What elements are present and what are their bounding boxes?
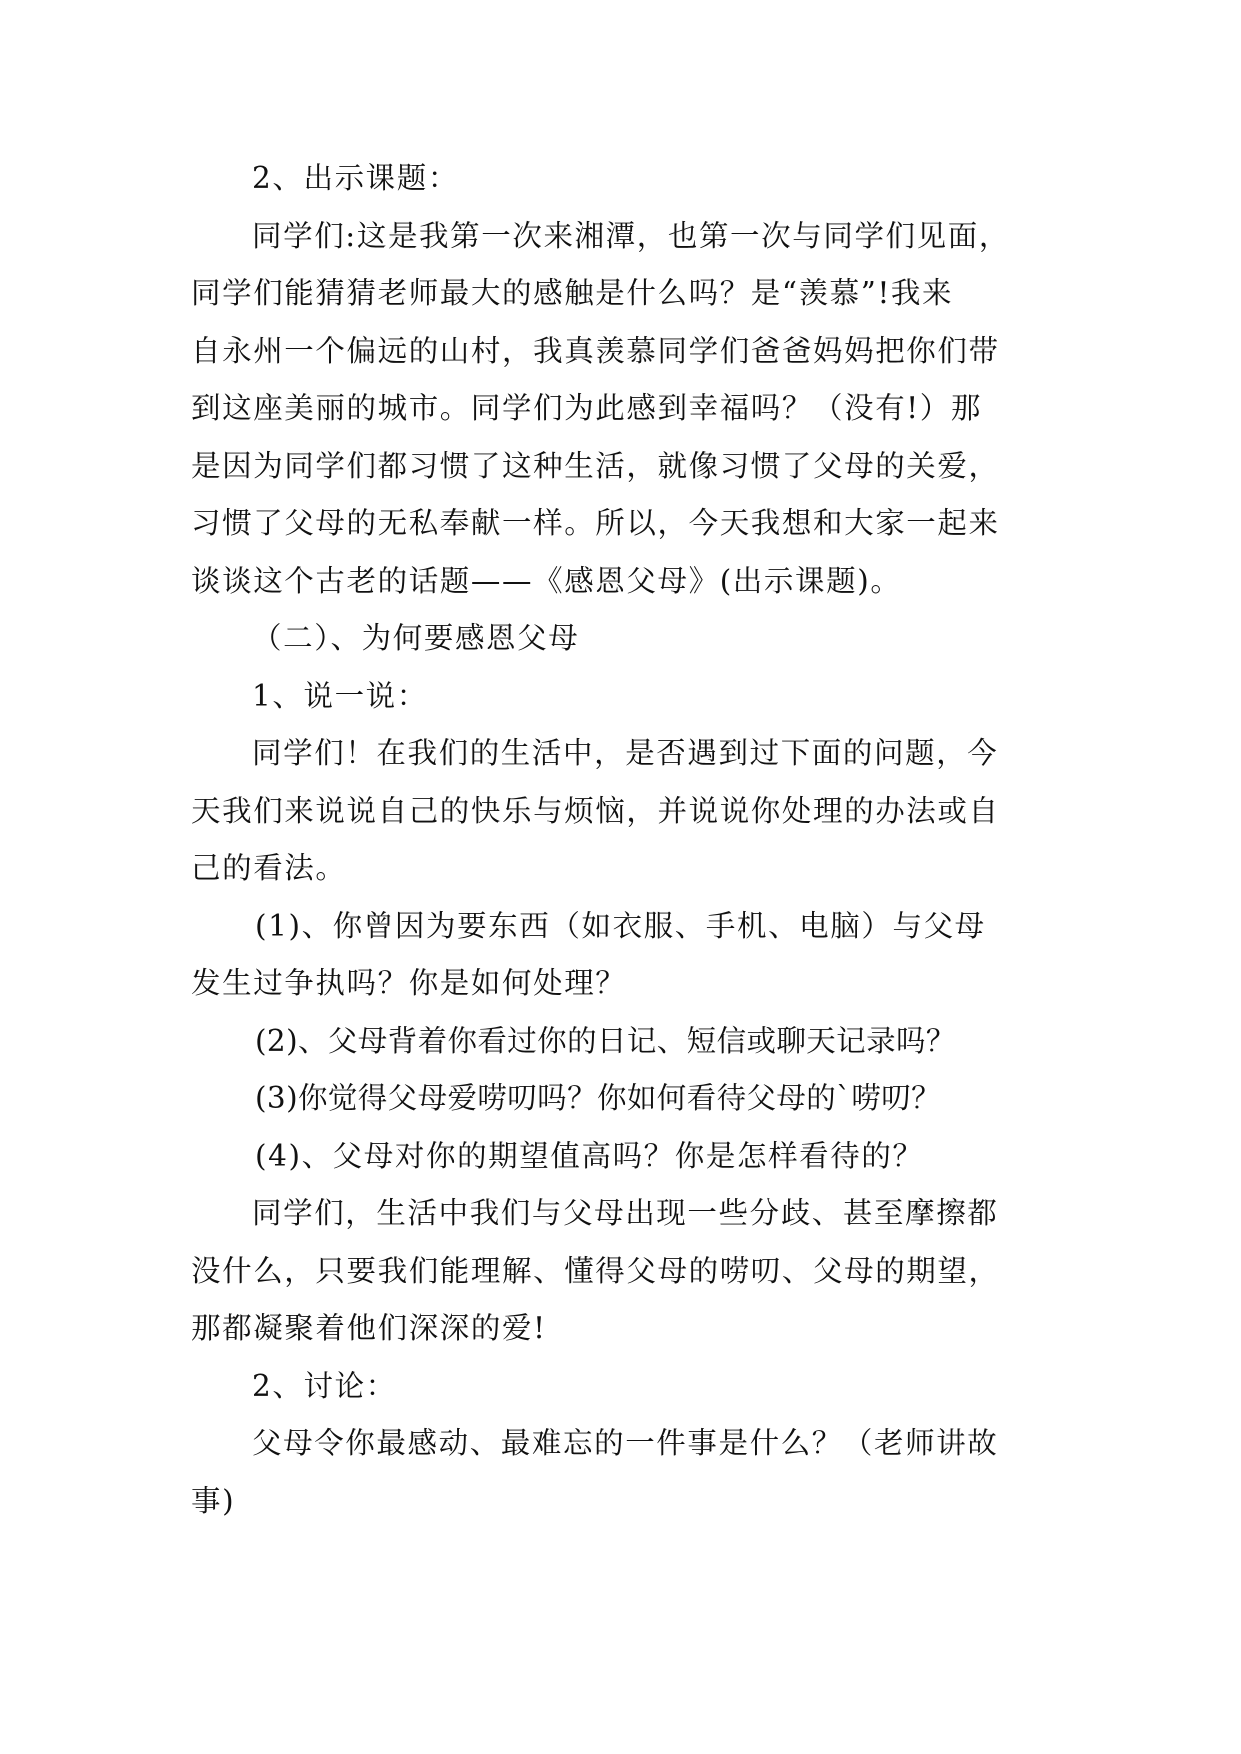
paragraph-line: 自永州一个偏远的山村，我真羡慕同学们爸爸妈妈把你们带 xyxy=(191,333,1000,368)
question-item-4: (4)、父母对你的期望值高吗？你是怎样看待的？ xyxy=(255,1138,924,1173)
paragraph-line: 同学们！在我们的生活中，是否遇到过下面的问题，今 xyxy=(252,736,999,770)
section-heading-show-topic: 2、出示课题： xyxy=(252,161,459,195)
question-item-1-continued: 发生过争执吗？你是如何处理？ xyxy=(191,966,627,1000)
subsection-heading-discuss: 2、讨论： xyxy=(252,1368,397,1403)
subsection-heading-say: 1、说一说： xyxy=(252,678,428,713)
paragraph-line: 习惯了父母的无私奉献一样。所以，今天我想和大家一起来 xyxy=(191,506,1000,540)
paragraph-line: 没什么，只要我们能理解、懂得父母的唠叨、父母的期望， xyxy=(191,1253,1000,1288)
document-page xyxy=(191,150,1053,1530)
section-heading-why-thank-parents: （二）、为何要感恩父母 xyxy=(252,621,580,655)
question-item-1: (1)、你曾因为要东西（如衣服、手机、电脑）与父母 xyxy=(255,908,986,943)
paragraph-line: 到这座美丽的城市。同学们为此感到幸福吗？（没有!）那 xyxy=(191,391,982,425)
question-item-2: (2)、父母背着你看过你的日记、短信或聊天记录吗？ xyxy=(255,1023,956,1058)
paragraph-line: 那都凝聚着他们深深的爱! xyxy=(191,1311,547,1345)
paragraph-line: 父母令你最感动、最难忘的一件事是什么？（老师讲故 xyxy=(252,1426,999,1460)
question-item-3: (3)你觉得父母爱唠叨吗？你如何看待父母的`唠叨？ xyxy=(255,1081,942,1115)
paragraph-line: 己的看法。 xyxy=(191,851,347,885)
paragraph-line: 同学们:这是我第一次来湘潭，也第一次与同学们见面， xyxy=(252,218,1010,253)
paragraph-line: 同学们，生活中我们与父母出现一些分歧、甚至摩擦都 xyxy=(252,1196,999,1230)
paragraph-line: 谈谈这个古老的话题——《感恩父母》(出示课题)。 xyxy=(191,563,902,598)
paragraph-line: 天我们来说说自己的快乐与烦恼，并说说你处理的办法或自 xyxy=(191,793,1000,828)
paragraph-line: 事) xyxy=(191,1483,236,1518)
paragraph-line: 同学们能猜猜老师最大的感触是什么吗？是“羡慕”!我来 xyxy=(191,276,954,310)
paragraph-line: 是因为同学们都习惯了这种生活，就像习惯了父母的关爱， xyxy=(191,448,1000,483)
